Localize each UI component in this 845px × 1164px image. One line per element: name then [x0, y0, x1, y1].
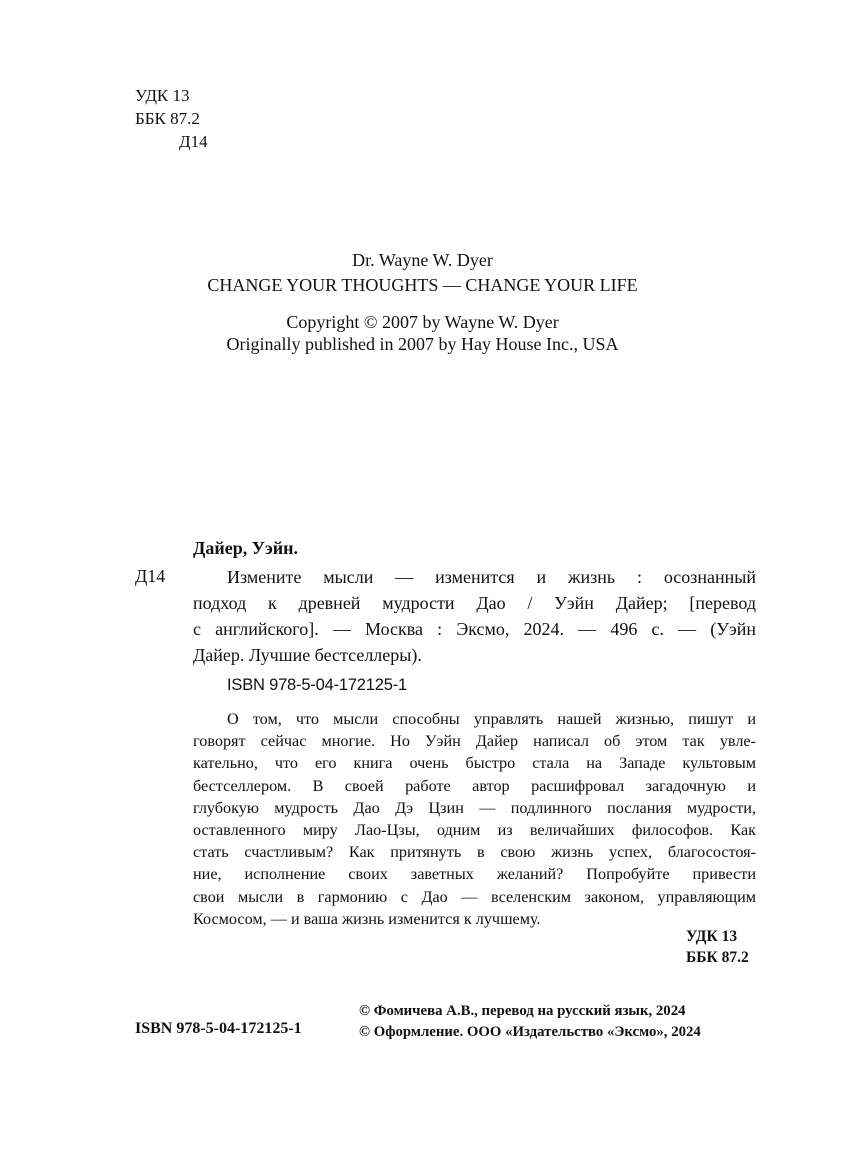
- original-author: Dr. Wayne W. Dyer: [352, 250, 493, 270]
- annotation-line: бестселлером. В своей работе автор расшифровал загадочную и: [193, 776, 756, 795]
- bbk-code: ББК 87.2: [135, 109, 200, 128]
- catalog-isbn: ISBN 978-5-04-172125-1: [227, 676, 407, 694]
- author-sign: Д14: [179, 132, 208, 151]
- original-copyright: Copyright © 2007 by Wayne W. Dyer: [286, 312, 559, 332]
- classification-block-top: [135, 84, 208, 153]
- annotation-line: Космосом, — и ваша жизнь изменится к лучшему.: [193, 909, 541, 928]
- annotation-line: оставленного миру Лао-Цзы, одним из величайших философов. Как: [193, 821, 756, 840]
- annotation: [193, 708, 756, 930]
- catalog-author-heading: Дайер, Уэйн.: [193, 538, 298, 558]
- biblio-line: с английского]. — Москва : Эксмо, 2024. — 496 с. — (Уэйн: [193, 619, 756, 639]
- annotation-line: глубокую мудрость Дао Дэ Цзин — подлинного послания мудрости,: [193, 798, 756, 817]
- annotation-line: стать счастливым? Как притянуть в свою жизнь успех, благосостоя-: [193, 843, 756, 862]
- bbk-code: ББК 87.2: [686, 949, 749, 966]
- classification-block-bottom: [686, 926, 749, 968]
- udk-code: УДК 13: [135, 86, 190, 105]
- original-title: CHANGE YOUR THOUGHTS — CHANGE YOUR LIFE: [207, 275, 638, 295]
- udk-code: УДК 13: [686, 928, 738, 945]
- footer-isbn: ISBN 978-5-04-172125-1: [135, 1020, 302, 1037]
- original-publication: Originally published in 2007 by Hay House Inc., USA: [226, 334, 619, 354]
- footer-copyrights: [359, 1001, 701, 1043]
- annotation-line: О том, что мысли способны управлять нашей жизнью, пишут и: [227, 710, 756, 728]
- catalog-author-code: Д14: [135, 566, 166, 586]
- biblio-line: Измените мысли — изменится и жизнь : осознанный: [227, 567, 756, 587]
- translation-copyright: © Фомичева А.В., перевод на русский язык, 2024: [359, 1003, 686, 1019]
- annotation-line: ние, исполнение своих заветных желаний? Попробуйте привести: [193, 865, 756, 884]
- annotation-line: говорят сейчас многие. Но Уэйн Дайер написал об этом так увле-: [193, 732, 756, 751]
- biblio-line: подход к древней мудрости Дао / Уэйн Дайер; [перевод: [193, 593, 756, 613]
- annotation-line: свои мысли в гармонию с Дао — вселенским законом, управляющим: [193, 887, 756, 906]
- annotation-line: кательно, что его книга очень быстро стала на Западе культовым: [193, 754, 756, 773]
- biblio-line: Дайер. Лучшие бестселлеры).: [193, 645, 422, 665]
- design-copyright: © Оформление. ООО «Издательство «Эксмо», 2024: [359, 1024, 701, 1040]
- catalog-bibliographic-description: [193, 564, 756, 668]
